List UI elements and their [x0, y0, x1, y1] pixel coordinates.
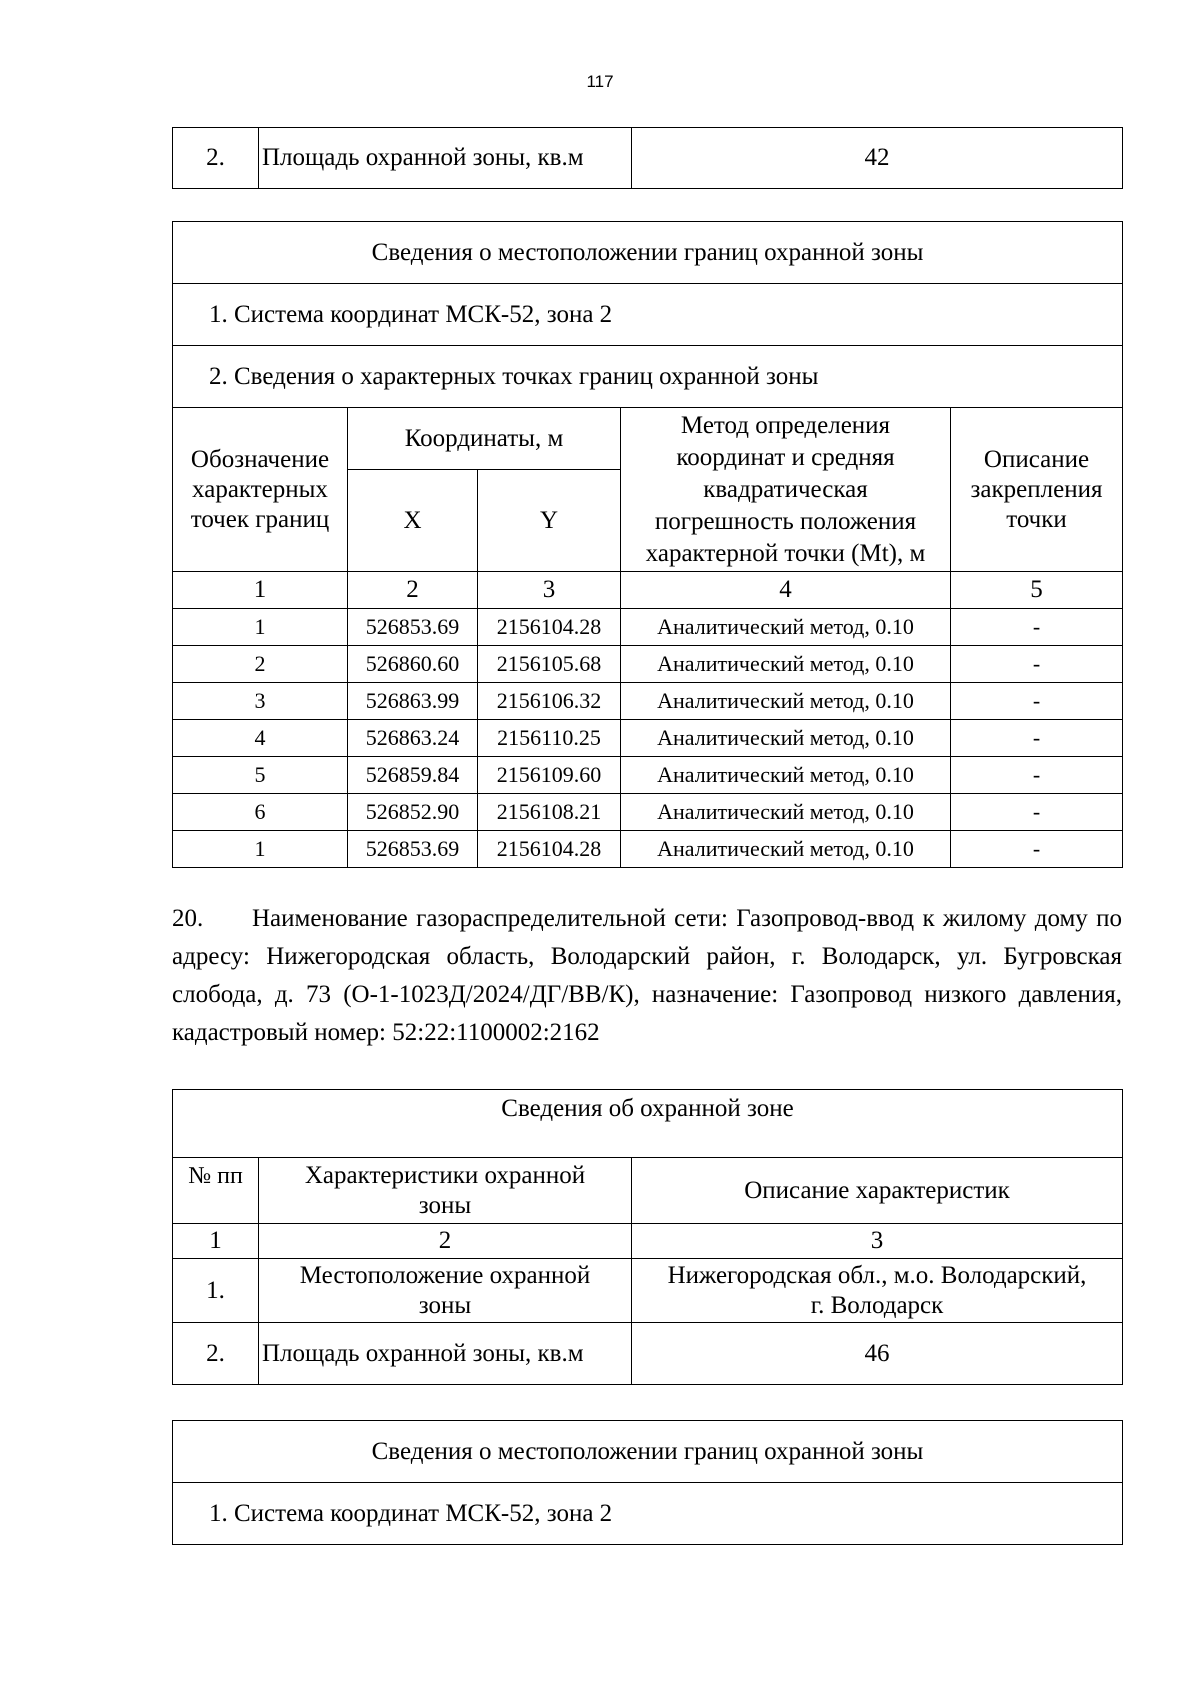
point-id: 1	[173, 609, 348, 646]
point-y: 2156106.32	[478, 683, 621, 720]
header-designation: Обозначение характерных точек границ	[173, 408, 348, 572]
col-num: 1	[173, 1224, 259, 1259]
point-x: 526863.24	[348, 720, 478, 757]
area-label: Площадь охранной зоны, кв.м	[259, 128, 632, 189]
point-method: Аналитический метод, 0.10	[621, 646, 951, 683]
point-y: 2156108.21	[478, 794, 621, 831]
table-row	[173, 757, 1123, 794]
point-y: 2156104.28	[478, 831, 621, 868]
point-y: 2156105.68	[478, 646, 621, 683]
point-y: 2156104.28	[478, 609, 621, 646]
header-x: X	[348, 470, 478, 572]
paragraph-text: Наименование газораспределительной сети: Газопровод-ввод к жилому дому по адресу: Нижегородская область, Володарский район, г. Володарск, ул. Бугровская слобода, д. 73 (О-1-1023Д/2024/ДГ/ВВ/К), назначение: Газопровод низкого давления, кадастровый номер: 52:22:1100002:2162	[172, 905, 1122, 1046]
point-description: -	[951, 794, 1123, 831]
point-method: Аналитический метод, 0.10	[621, 720, 951, 757]
zone-info-table	[172, 1089, 1123, 1385]
header-y: Y	[478, 470, 621, 572]
area-label: Площадь охранной зоны, кв.м	[259, 1323, 632, 1385]
area-value: 46	[632, 1323, 1123, 1385]
coordinate-system: 1. Система координат МСК-52, зона 2	[173, 284, 1123, 346]
point-method: Аналитический метод, 0.10	[621, 609, 951, 646]
header-coordinates: Координаты, м	[348, 408, 621, 470]
table-row	[173, 831, 1123, 868]
col-num: 2	[259, 1224, 632, 1259]
table-row	[173, 646, 1123, 683]
table-row	[173, 794, 1123, 831]
point-id: 3	[173, 683, 348, 720]
point-description: -	[951, 720, 1123, 757]
boundary-table	[172, 221, 1123, 868]
header-characteristics: Характеристики охранной зоны	[259, 1158, 632, 1224]
point-y: 2156109.60	[478, 757, 621, 794]
point-description: -	[951, 757, 1123, 794]
point-y: 2156110.25	[478, 720, 621, 757]
point-x: 526852.90	[348, 794, 478, 831]
point-method: Аналитический метод, 0.10	[621, 794, 951, 831]
zone-location-value: Нижегородская обл., м.о. Володарский, г. Володарск	[632, 1259, 1123, 1323]
col-num: 5	[951, 572, 1123, 609]
area-value: 42	[632, 128, 1123, 189]
table-row	[173, 1323, 1123, 1385]
table-row	[173, 683, 1123, 720]
point-description: -	[951, 609, 1123, 646]
col-num: 2	[348, 572, 478, 609]
point-x: 526863.99	[348, 683, 478, 720]
table-row	[173, 1259, 1123, 1323]
col-num: 3	[632, 1224, 1123, 1259]
point-id: 5	[173, 757, 348, 794]
point-x: 526859.84	[348, 757, 478, 794]
point-description: -	[951, 831, 1123, 868]
header-row-number: № пп	[173, 1158, 259, 1224]
point-id: 4	[173, 720, 348, 757]
boundary-table-2	[172, 1420, 1123, 1545]
network-description	[172, 900, 1122, 1052]
coordinate-system: 1. Система координат МСК-52, зона 2	[173, 1483, 1123, 1545]
page-number: 117	[586, 72, 614, 91]
point-method: Аналитический метод, 0.10	[621, 683, 951, 720]
point-id: 6	[173, 794, 348, 831]
point-x: 526860.60	[348, 646, 478, 683]
point-x: 526853.69	[348, 831, 478, 868]
point-method: Аналитический метод, 0.10	[621, 831, 951, 868]
header-description: Описание закрепления точки	[951, 408, 1123, 572]
boundary-title: Сведения о местоположении границ охранной зоны	[173, 222, 1123, 284]
header-characteristics-description: Описание характеристик	[632, 1158, 1123, 1224]
row-number: 1.	[173, 1259, 259, 1323]
point-id: 2	[173, 646, 348, 683]
point-description: -	[951, 683, 1123, 720]
table-row	[173, 609, 1123, 646]
col-num: 3	[478, 572, 621, 609]
row-number: 2.	[173, 128, 259, 189]
area-table-top	[172, 127, 1123, 189]
col-num: 4	[621, 572, 951, 609]
col-num: 1	[173, 572, 348, 609]
paragraph-number: 20.	[172, 905, 204, 932]
point-method: Аналитический метод, 0.10	[621, 757, 951, 794]
row-number: 2.	[173, 1323, 259, 1385]
header-method: Метод определения координат и средняя квадратическая погрешность положения характерной точки (Mt), м	[621, 408, 951, 572]
point-description: -	[951, 646, 1123, 683]
point-x: 526853.69	[348, 609, 478, 646]
zone-info-title: Сведения об охранной зоне	[173, 1090, 1123, 1158]
point-id: 1	[173, 831, 348, 868]
zone-location-label: Местоположение охранной зоны	[259, 1259, 632, 1323]
table-row	[173, 720, 1123, 757]
points-title: 2. Сведения о характерных точках границ охранной зоны	[173, 346, 1123, 408]
boundary-title: Сведения о местоположении границ охранной зоны	[173, 1421, 1123, 1483]
